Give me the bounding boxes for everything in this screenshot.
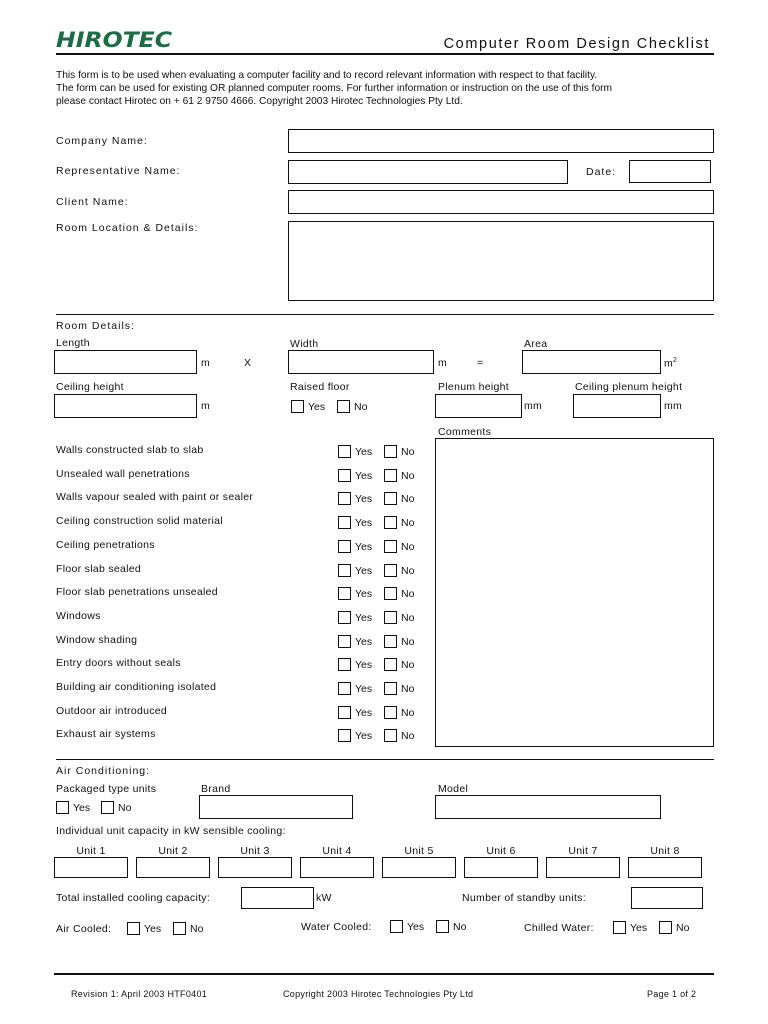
chilled-water-yes-checkbox[interactable] [613,921,626,934]
ceiling-height-field[interactable] [54,394,197,418]
unit-label: Unit 2 [158,845,188,857]
total-capacity-label: Total installed cooling capacity: [56,892,211,904]
unit-label: Unit 5 [404,845,434,857]
yes-label: Yes [355,588,373,601]
footer-page-number: Page 1 of 2 [647,989,697,999]
yes-label: Yes [407,921,425,933]
model-field[interactable] [435,795,661,819]
packaged-units-label: Packaged type units [56,783,157,795]
area-unit: $m^2$ [664,357,678,370]
checklist-item-label: Walls constructed slab to slab [56,444,204,456]
air-cooled-label: Air Cooled: [56,923,112,935]
checklist-item-label: Floor slab sealed [56,562,142,575]
unit-label: Unit 6 [486,845,516,857]
yes-label: Yes [308,401,326,413]
unit-capacity-field[interactable] [54,857,128,878]
checklist-yes-checkbox[interactable] [338,706,351,719]
checklist-yes-checkbox[interactable] [338,611,351,624]
footer-rule [54,973,714,975]
air-cooled-yes-checkbox[interactable] [127,922,140,935]
checklist-no-checkbox[interactable] [384,635,397,648]
unit-capacity-field[interactable] [464,857,538,878]
checklist-yes-checkbox[interactable] [338,445,351,458]
checklist-yes-checkbox[interactable] [338,492,351,505]
checklist-yes-checkbox[interactable] [338,682,351,695]
room-location-field[interactable] [288,221,714,301]
unit-label: Unit 7 [568,845,598,857]
raised-floor-yes-checkbox[interactable] [291,400,304,413]
intro-line: This form is to be used when evaluating a computer facility and to record relevant information with respect to that facility. [56,70,598,81]
client-name-label: Client Name: [56,196,129,208]
checklist-no-checkbox[interactable] [384,611,397,624]
intro-line: please contact Hirotec on + 61 2 9750 4666. Copyright 2003 Hirotec Technologies Pty Ltd. [56,96,463,107]
representative-name-label: Representative Name: [56,165,181,177]
checklist-yes-checkbox[interactable] [338,587,351,600]
no-label: No [401,730,415,743]
checklist-no-checkbox[interactable] [384,706,397,719]
intro-text [56,69,716,108]
date-field[interactable] [629,160,711,183]
checklist-yes-checkbox[interactable] [338,658,351,671]
ceiling-height-unit: m [201,400,211,412]
no-label: No [118,802,132,814]
unit-capacity-field[interactable] [382,857,456,878]
no-label: No [401,446,415,458]
water-cooled-no-checkbox[interactable] [436,920,449,933]
unit-capacity-field[interactable] [136,857,210,878]
yes-label: Yes [630,922,648,934]
capacity-label: Individual unit capacity in kW sensible cooling: [56,825,286,837]
checklist-item-label: Outdoor air introduced [56,704,168,717]
no-label: No [354,401,368,413]
unit-label: Unit 4 [322,845,352,857]
checklist-item-label: Windows [56,609,101,622]
room-details-heading: Room Details: [56,320,135,332]
unit-capacity-field[interactable] [546,857,620,878]
checklist-yes-checkbox[interactable] [338,729,351,742]
yes-label: Yes [355,706,373,719]
width-unit: m [438,357,448,369]
checklist-item-label: Entry doors without seals [56,657,181,670]
yes-label: Yes [73,802,91,814]
air-conditioning-heading: Air Conditioning: [56,765,151,777]
no-label: No [453,921,467,933]
checklist-no-checkbox[interactable] [384,564,397,577]
checklist-no-checkbox[interactable] [384,658,397,671]
yes-label: Yes [355,730,373,743]
packaged-yes-checkbox[interactable] [56,801,69,814]
length-field[interactable] [54,350,197,374]
plenum-height-unit: mm [524,400,543,412]
footer-copyright: Copyright 2003 Hirotec Technologies Pty Ltd [283,989,474,999]
checklist-item-label: Ceiling construction solid material [56,515,223,528]
unit-capacity-field[interactable] [300,857,374,878]
water-cooled-label: Water Cooled: [301,921,372,933]
checklist-no-checkbox[interactable] [384,540,397,553]
no-label: No [401,659,415,672]
packaged-no-checkbox[interactable] [101,801,114,814]
yes-label: Yes [355,493,373,506]
checklist-no-checkbox[interactable] [384,516,397,529]
unit-capacity-field[interactable] [628,857,702,878]
company-name-label: Company Name: [56,135,148,147]
plenum-height-label: Plenum height [438,381,510,393]
no-label: No [401,540,415,553]
raised-floor-label: Raised floor [290,381,350,393]
standby-units-field[interactable] [631,887,703,909]
checklist-item-label: Exhaust air systems [56,728,156,741]
unit-capacity-field[interactable] [218,857,292,878]
no-label: No [401,517,415,530]
no-label: No [401,588,415,601]
section-rule [56,314,714,315]
room-location-label: Room Location & Details: [56,222,199,234]
comments-label: Comments [438,426,492,438]
no-label: No [401,493,415,506]
yes-label: Yes [355,635,373,648]
checklist-item-label: Walls vapour sealed with paint or sealer [56,491,254,504]
checklist-no-checkbox[interactable] [384,445,397,458]
logo-text: HIROTEC [56,28,173,52]
no-label: No [401,564,415,577]
header-rule [56,53,714,55]
yes-label: Yes [355,683,373,695]
checklist-no-checkbox[interactable] [384,469,397,482]
water-cooled-yes-checkbox[interactable] [390,920,403,933]
no-label: No [401,611,415,624]
checklist-no-checkbox[interactable] [384,587,397,600]
hirotec-logo [56,27,176,53]
ceiling-plenum-height-unit: mm [664,400,683,412]
yes-label: Yes [355,659,373,672]
checklist-yes-checkbox[interactable] [338,564,351,577]
yes-label: Yes [144,923,162,935]
page-title: Computer Room Design Checklist [443,36,710,52]
company-name-field[interactable] [288,129,714,153]
date-label: Date: [586,166,617,178]
checklist-yes-checkbox[interactable] [338,635,351,648]
length-unit: m [201,357,211,369]
checklist-yes-checkbox[interactable] [338,516,351,529]
section-rule [56,759,714,760]
yes-label: Yes [355,564,373,577]
representative-name-field[interactable] [288,160,568,184]
yes-label: Yes [355,517,373,530]
yes-label: Yes [355,446,373,458]
unit-label: Unit 1 [76,845,106,857]
checklist-item-label: Window shading [56,633,138,646]
plenum-height-field[interactable] [435,394,522,418]
checklist-no-checkbox[interactable] [384,492,397,505]
checklist-no-checkbox[interactable] [384,729,397,742]
times-sign: X [244,357,252,369]
kw-unit: kW [316,892,332,904]
checklist-yes-checkbox[interactable] [338,540,351,553]
ceiling-plenum-height-field[interactable] [573,394,661,418]
no-label: No [676,922,690,934]
footer-revision: Revision 1: April 2003 HTF0401 [71,989,208,999]
no-label: No [401,706,415,719]
model-label: Model [438,783,469,795]
yes-label: Yes [355,469,373,482]
checklist-no-checkbox[interactable] [384,682,397,695]
intro-line: The form can be used for existing OR planned computer rooms. For further information or instruction on the use of this form [56,83,613,94]
standby-units-label: Number of standby units: [462,892,586,904]
unit-label: Unit 3 [240,845,270,857]
air-cooled-no-checkbox[interactable] [173,922,186,935]
total-capacity-field[interactable] [241,887,314,909]
raised-floor-no-checkbox[interactable] [337,400,350,413]
yes-label: Yes [355,540,373,553]
yes-label: Yes [355,611,373,624]
chilled-water-no-checkbox[interactable] [659,921,672,934]
ceiling-height-label: Ceiling height [56,381,124,393]
checklist-item-label: Unsealed wall penetrations [56,467,190,480]
brand-field[interactable] [199,795,353,819]
checklist-yes-checkbox[interactable] [338,469,351,482]
chilled-water-label: Chilled Water: [524,922,594,934]
area-label: Area [524,338,548,350]
width-label: Width [290,338,319,350]
no-label: No [401,469,415,482]
checklist-item-label: Ceiling penetrations [56,538,155,551]
client-name-field[interactable] [288,190,714,214]
ceiling-plenum-height-label: Ceiling plenum height [575,381,683,393]
length-label: Length [56,337,90,349]
width-field[interactable] [288,350,434,374]
checklist-item-label: Floor slab penetrations unsealed [56,586,218,599]
checklist-item-label: Building air conditioning isolated [56,681,217,693]
brand-label: Brand [201,783,231,795]
comments-field[interactable] [435,438,714,747]
no-label: No [401,683,415,695]
unit-label: Unit 8 [650,845,680,857]
no-label: No [401,635,415,648]
area-field[interactable] [522,350,661,374]
equals-sign: = [477,357,484,369]
no-label: No [190,923,204,935]
